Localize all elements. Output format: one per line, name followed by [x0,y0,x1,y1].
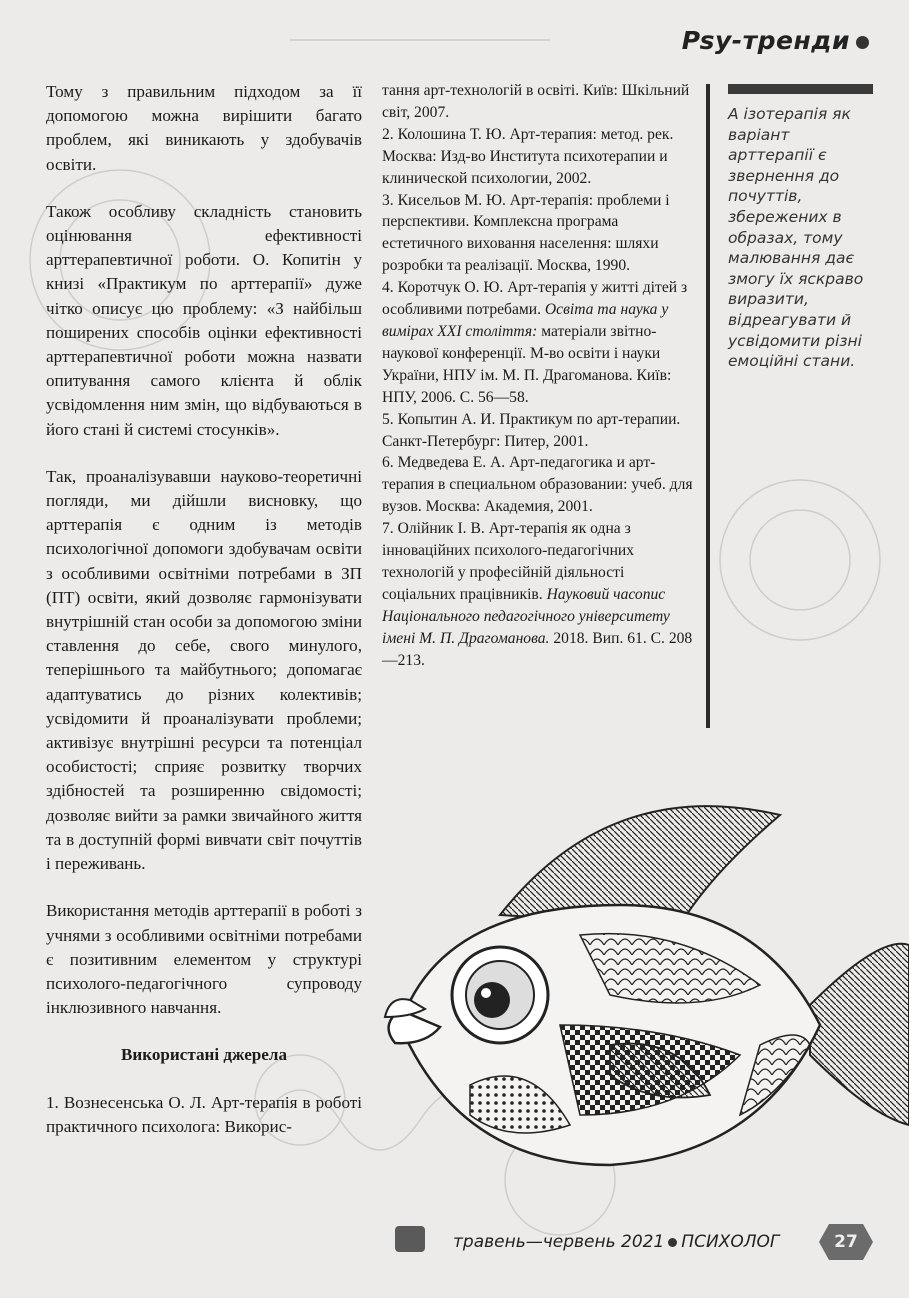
magazine-logo-icon [395,1226,425,1252]
source-item: 6. Медведева Е. А. Арт-педагогика и арт-терапия в специальном образовании: учеб. для вузов. Москва: Академия, 2001. [382,454,693,516]
fish-illustration [380,795,909,1195]
footer-issue [453,1232,779,1252]
issue-date: травень—червень 2021 [453,1232,665,1252]
page-footer [395,1222,885,1266]
source-item: тання арт-технологій в освіті. Київ: Шкільний світ, 2007. [382,82,690,121]
source-journal: Освіта та наука у вимірах XXI століття: [382,301,669,340]
column-left [46,80,362,1162]
source-text: 7. Олійник І. В. Арт-терапія як одна з інноваційних психолого-педагогічних технологій у професійній діяльності соціальних працівників. [382,520,635,603]
source-text: 4. Коротчук О. Ю. Арт-терапія у житті дітей з особливими потребами. [382,279,688,319]
source-journal: Науковий часопис Національного педагогічного університету імені М. П. Драгоманова. [382,585,670,647]
source-item [382,277,698,408]
sources-heading: Використані джерела [120,1045,288,1065]
source-item: 1. Вознесенська О. Л. Арт-терапія в роботі практичного психолога: Викорис- [46,1092,362,1136]
paragraph: Використання методів арттерапії в роботі з учнями з особливими освітніми потребами є позитивним елементом у структурі психолого-педагогічного супроводу інклюзивного навчання. [46,901,362,1018]
paragraph: Також особливу складність становить оцінювання ефективності арттерапевтичної роботи. О. Копитін у книзі «Практикум по арттерапії» дуже чітко описує цю проблему: «З найбільш поширених способів оцінки ефективності арттерапевтичної роботи можна назвати опитування самого клієнта й облік усвідомлення ним змін, що відбуваються в його стані й системі стосунків». [46,201,362,439]
section-label [682,26,869,55]
source-item: 3. Кисельов М. Ю. Арт-терапія: проблеми і перспективи. Комплексна програма естетичного виховання населення: шляхи розробки та реалізації. Москва, 1990. [382,191,670,275]
bullet-icon [668,1238,677,1247]
paragraph: Тому з правильним підходом за її допомогою можна вирішити багато проблем, які виникають у здобувачів освіти. [46,82,362,174]
source-item: 2. Колошина Т. Ю. Арт-терапия: метод. рек. Москва: Изд-во Института психотерапии и клинической психологии, 2002. [382,125,674,187]
magazine-title: ПСИХОЛОГ [681,1232,780,1252]
sidebar-top-rule [728,84,873,94]
bullet-icon [856,36,869,49]
sidebar-divider [706,84,710,728]
section-label-text: Psy-тренди [681,26,850,55]
source-item: 5. Копытин А. И. Практикум по арт-терапии. Санкт-Петербург: Питер, 2001. [382,410,681,450]
source-text: матеріали звітно-наукової конференції. М-во освіти і науки України, НПУ ім. М. П. Драгоманова. Київ: НПУ, 2006. С. 56—58. [382,322,672,406]
paragraph: Так, проаналізувавши науково-теоретичні погляди, ми дійшли висновку, що арттерапія є одним із методів психологічної допомоги здобувачам освіти з особливими освітніми потребами в ЗП (ПТ) освіти, який дозволяє гармонізувати внутрішній стан особи за допомогою зміни ставлення до себе, свого минулого, теперішнього та майбутнього; допомагає адаптуватись до різних колективів; усвідомити й проаналізувати проблеми; активізує внутрішні ресурси та потенціал особистості; сприяє розвитку творчих здібностей та розширенню свідомості; дозволяє вийти за рамки звичайного життя та в доступній формі вивчати світ почуттів і переживань. [46,466,362,874]
sidebar-quote: А ізотерапія як варіант арттерапії є звернення до почуттів, збережених в образах, тому малювання дає змогу їх яскраво виразити, відреагувати й усвідомити різні емоційні стани. [728,105,864,371]
source-text: 2018. Вип. 61. С. 208—213. [382,629,693,669]
source-item [382,518,698,671]
page-number: 27 [834,1232,858,1252]
page-number-badge [817,1222,875,1262]
column-middle [382,80,698,671]
